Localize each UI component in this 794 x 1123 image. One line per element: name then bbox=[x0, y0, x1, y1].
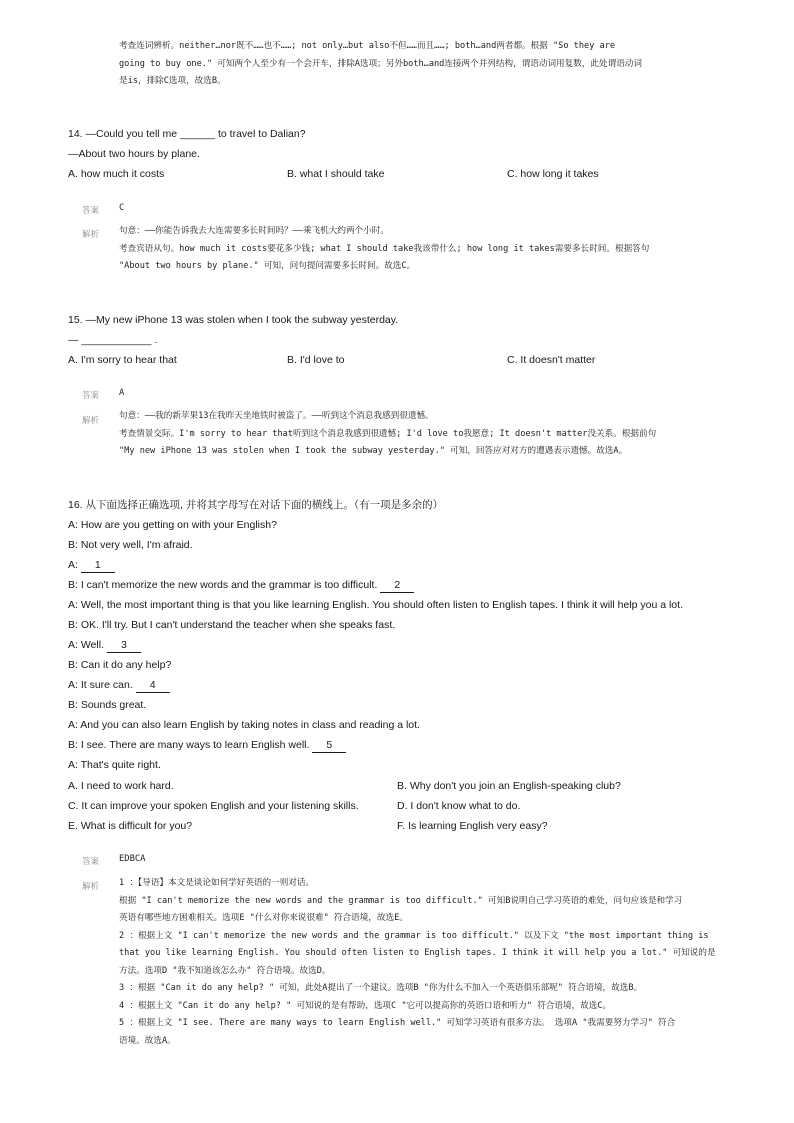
dialogue-text: A: How are you getting on with your English? bbox=[68, 519, 277, 531]
dialogue-text: A: That's quite right. bbox=[68, 759, 161, 771]
dialogue-text: A: And you can also learn English by taking notes in class and reading a lot. bbox=[68, 719, 420, 731]
dialogue-text: B: I see. There are many ways to learn English well. bbox=[68, 739, 313, 751]
q16-explanation-label: 解析 bbox=[82, 882, 100, 892]
q16-option-c: C. It can improve your spoken English and your listening skills. bbox=[68, 800, 359, 812]
q16-option-f: F. Is learning English very easy? bbox=[397, 820, 548, 832]
q15-explanation-line: "My new iPhone 13 was stolen when I took the subway yesterday." 可知，回答应对对方的遭遇表示遗憾。故选A。 bbox=[119, 446, 628, 456]
answer-blank[interactable]: 4 bbox=[136, 678, 170, 693]
q13-explanation-line: 考查连词辨析。neither…nor既不……也不……; not only…but also不但……而且……; both…and两者都。根据 "So they are bbox=[119, 41, 616, 51]
q16-explanation-line: 根据 "I can't memorize the new words and the grammar is too difficult." 可知B说明自己学习英语的难处，问句应该是和学习 bbox=[119, 895, 683, 906]
q14-explanation-line: 考查宾语从句。how much it costs要花多少钱; what I should take我该带什么; how long it takes需要多长时间。根据答句 bbox=[119, 243, 650, 254]
q15-stem-line2: — ____________ . bbox=[68, 334, 158, 346]
q15-explanation-label: 解析 bbox=[82, 416, 100, 426]
q16-option-d: D. I don't know what to do. bbox=[397, 800, 521, 812]
q14-stem-line2: —About two hours by plane. bbox=[68, 148, 200, 160]
q15-answer-label: 答案 bbox=[82, 391, 100, 401]
q16-dialogue-line bbox=[68, 575, 683, 595]
q14-option-a: A. how much it costs bbox=[68, 168, 165, 180]
q15-explanation bbox=[119, 408, 656, 461]
q16-explanation-line: that you like learning English. You should often listen to English tapes. I think it will help you a lot." 可知说的是 bbox=[119, 948, 716, 958]
q16-dialogue-line bbox=[68, 535, 683, 555]
q16-dialogue-line bbox=[68, 555, 683, 575]
answer-blank[interactable]: 3 bbox=[107, 638, 141, 653]
q16-explanation-line: 4 ：根据上文 "Can it do any help? " 可知说的是有帮助，选项C "它可以提高你的英语口语和听力" 符合语境，故选C。 bbox=[119, 1000, 612, 1011]
q16-dialogue-line bbox=[68, 735, 683, 755]
q16-answer-value: EDBCA bbox=[119, 854, 146, 864]
q16-explanation-line: 3 ：根据 "Can it do any help? " 可知，此处A提出了一个建议。选项B "你为什么不加入一个英语俱乐部呢" 符合语境，故选B。 bbox=[119, 983, 643, 993]
dialogue-text: A: Well. bbox=[68, 639, 107, 651]
q16-explanation-line: 语境。故选A。 bbox=[119, 1035, 176, 1046]
dialogue-text: B: Can it do any help? bbox=[68, 659, 172, 671]
q16-dialogue-line bbox=[68, 595, 683, 615]
answer-blank[interactable]: 2 bbox=[380, 578, 414, 593]
q14-explanation-line: "About two hours by plane." 可知，问句提问需要多长时间。故选C。 bbox=[119, 261, 416, 271]
dialogue-text: A: Well, the most important thing is that you like learning English. You should often listen to English tapes. I think it will help you a lot. bbox=[68, 599, 683, 611]
q15-explanation-line: 句意：——我的新苹果13在我昨天坐地铁时被盗了。——听到这个消息我感到很遗憾。 bbox=[119, 411, 434, 421]
q16-dialogue-line bbox=[68, 715, 683, 735]
q15-option-a: A. I'm sorry to hear that bbox=[68, 354, 177, 366]
q14-explanation-label: 解析 bbox=[82, 230, 100, 240]
q14-answer-value: C bbox=[119, 203, 125, 213]
q14-explanation bbox=[119, 223, 649, 276]
q16-option-b: B. Why don't you join an English-speaking club? bbox=[397, 780, 621, 792]
q16-instruction: 16. 从下面选择正确选项, 并将其字母写在对话下面的横线上。（有一项是多余的） bbox=[68, 499, 444, 511]
q16-option-a: A. I need to work hard. bbox=[68, 780, 174, 792]
q13-explanation bbox=[119, 38, 642, 91]
dialogue-text: B: Sounds great. bbox=[68, 699, 147, 711]
q15-answer-value: A bbox=[119, 388, 125, 398]
q13-explanation-line: going to buy one." 可知两个人至少有一个会开车，排除A选项；另外both…and连接两个并列结构，谓语动词用复数，此处谓语动词 bbox=[119, 58, 642, 69]
q16-dialogue-line bbox=[68, 515, 683, 535]
q15-explanation-line: 考查情景交际。I'm sorry to hear that听到这个消息我感到很遗憾; I'd love to我愿意; It doesn't matter没关系。根据前句 bbox=[119, 428, 657, 439]
q15-stem-line1: 15. —My new iPhone 13 was stolen when I took the subway yesterday. bbox=[68, 314, 399, 326]
q16-explanation-line: 方法。选项D "我不知道该怎么办" 符合语境。故选D。 bbox=[119, 965, 331, 976]
q16-dialogue-line bbox=[68, 615, 683, 635]
q14-explanation-line: 句意：——你能告诉我去大连需要多长时间吗？——乘飞机大约两个小时。 bbox=[119, 226, 389, 236]
q16-explanation-line: 2 ：根据上文 "I can't memorize the new words and the grammar is too difficult." 以及下文 "the most important thing is bbox=[119, 930, 709, 941]
dialogue-text: A: bbox=[68, 559, 81, 571]
dialogue-text: B: OK. I'll try. But I can't understand the teacher when she speaks fast. bbox=[68, 619, 396, 631]
q15-option-c: C. It doesn't matter bbox=[507, 354, 596, 366]
q16-explanation-line: 1 ：【导语】本文是谈论如何学好英语的一则对话。 bbox=[119, 878, 315, 888]
q16-dialogue-line bbox=[68, 675, 683, 695]
dialogue-text: A: It sure can. bbox=[68, 679, 136, 691]
answer-blank[interactable]: 5 bbox=[312, 738, 346, 753]
q14-stem-line1: 14. —Could you tell me ______ to travel to Dalian? bbox=[68, 128, 306, 140]
q16-explanation-line: 5 ：根据上文 "I see. There are many ways to learn English well." 可知学习英语有很多方法。 选项A "我需要努力学习" 符合 bbox=[119, 1018, 676, 1028]
q14-option-c: C. how long it takes bbox=[507, 168, 599, 180]
q16-dialogue-line bbox=[68, 695, 683, 715]
answer-blank[interactable]: 1 bbox=[81, 558, 115, 573]
q16-dialogue bbox=[68, 515, 683, 775]
dialogue-text: B: Not very well, I'm afraid. bbox=[68, 539, 193, 551]
q13-explanation-line: 是is，排除C选项，故选B。 bbox=[119, 76, 226, 86]
q14-answer-label: 答案 bbox=[82, 206, 100, 216]
q15-option-b: B. I'd love to bbox=[287, 354, 345, 366]
q16-option-e: E. What is difficult for you? bbox=[68, 820, 193, 832]
q16-dialogue-line bbox=[68, 655, 683, 675]
q14-option-b: B. what I should take bbox=[287, 168, 385, 180]
q16-answer-label: 答案 bbox=[82, 857, 100, 867]
q16-dialogue-line bbox=[68, 755, 683, 775]
q16-dialogue-line bbox=[68, 635, 683, 655]
q16-explanation-line: 英语有哪些地方困难相关。选项E "什么对你来说很难" 符合语境，故选E。 bbox=[119, 913, 408, 923]
q16-explanation bbox=[119, 875, 716, 1050]
dialogue-text: B: I can't memorize the new words and the grammar is too difficult. bbox=[68, 579, 381, 591]
